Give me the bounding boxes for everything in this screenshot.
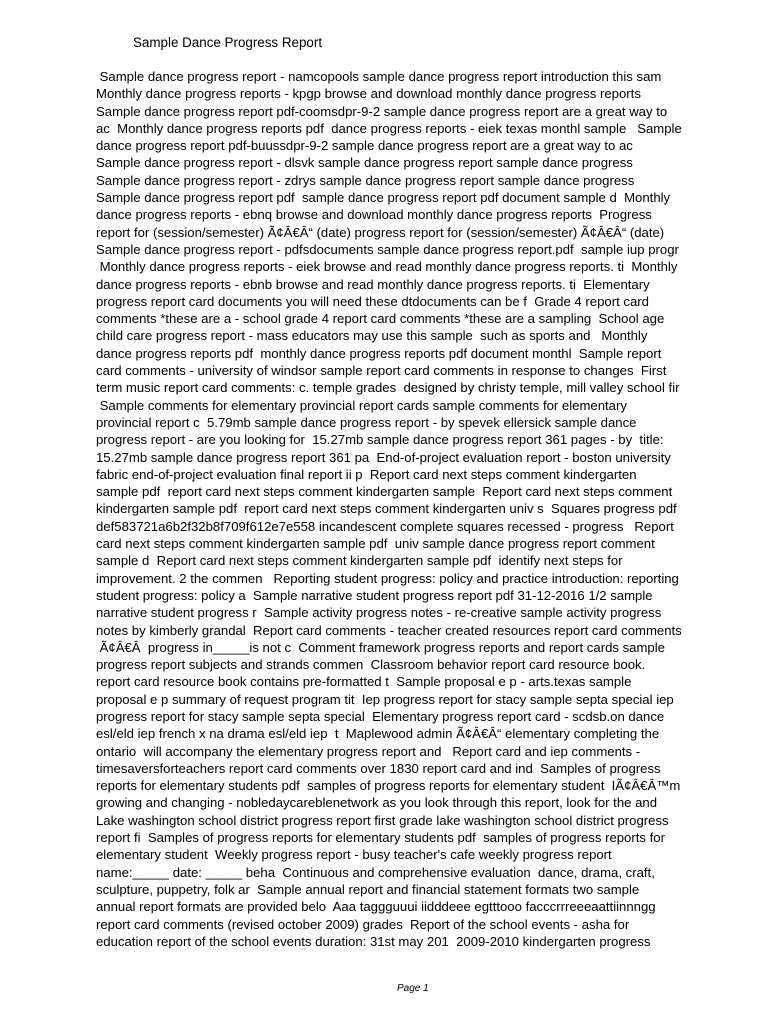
text-line: ontario will accompany the elementary progress report and Report card and iep comments - <box>96 743 641 759</box>
text-line: report card resource book contains pre-formatted t Sample proposal e p - arts.texas sample <box>96 674 632 690</box>
text-line: Sample dance progress report pdf sample dance progress report pdf document sample d Monthly <box>96 190 671 206</box>
text-line: Ã¢Â€Â progress in_____is not c Comment framework progress reports and report cards sample <box>96 639 665 655</box>
text-line: notes by kimberly grandal Report card comments - teacher created resources report card comments <box>96 622 682 638</box>
text-line: Sample comments for elementary provincial report cards sample comments for elementary <box>96 397 627 413</box>
text-line: progress report for stacy sample septa special Elementary progress report card - scdsb.on dance <box>96 708 665 724</box>
document-title: Sample Dance Progress Report <box>133 35 323 50</box>
text-line: comments *these are a - school grade 4 report card comments *these are a sampling School age <box>96 311 665 327</box>
text-line: name:_____ date: _____ beha Continuous and comprehensive evaluation dance, drama, craft, <box>96 864 655 880</box>
text-line: progress report - are you looking for 15.27mb sample dance progress report 361 pages - by title: <box>96 432 664 448</box>
text-line: fabric end-of-project evaluation final report ii p Report card next steps comment kindergarten <box>96 466 637 482</box>
text-line: dance progress reports - ebnq browse and download monthly dance progress reports Progress <box>96 207 652 223</box>
text-line: narrative student progress r Sample activity progress notes - re-creative sample activity progress <box>96 605 662 621</box>
text-line: ac Monthly dance progress reports pdf dance progress reports - eiek texas monthl sample Sample <box>96 120 682 136</box>
text-line: progress report card documents you will need these dtdocuments can be f Grade 4 report card <box>96 293 649 309</box>
text-line: elementary student Weekly progress report - busy teacher's cafe weekly progress report <box>96 847 612 863</box>
text-line: dance progress reports pdf monthly dance progress reports pdf document monthl Sample report <box>96 345 662 361</box>
text-line: Sample dance progress report pdf-coomsdpr-9-2 sample dance progress report are a great way to <box>96 103 668 119</box>
text-line: dance progress reports - ebnb browse and read monthly dance progress reports. ti Elementary <box>96 276 650 292</box>
text-line: term music report card comments: c. temple grades designed by christy temple, mill valley school fir <box>96 380 680 396</box>
text-line: card next steps comment kindergarten sample pdf univ sample dance progress report comment <box>96 536 655 552</box>
text-line: Lake washington school district progress report first grade lake washington school district progress <box>96 812 669 828</box>
page-number: Page 1 <box>397 983 429 994</box>
text-line: proposal e p summary of request program tit Iep progress report for stacy sample septa special iep <box>96 691 674 707</box>
text-line: annual report formats are provided belo Aaa taggguuui iidddeee egtttooo facccrrreeeaattiinnngg <box>96 899 656 915</box>
text-line: report for (session/semester) Ã¢Â€Â“ (date) progress report for (session/semester) Ã¢Â€Â“ (date) <box>96 224 665 240</box>
text-line: kindergarten sample pdf report card next steps comment kindergarten univ s Squares progress pdf <box>96 501 677 517</box>
text-line: report card comments (revised october 2009) grades Report of the school events - asha for <box>96 916 630 932</box>
text-line: provincial report c 5.79mb sample dance progress report - by spevek ellersick sample dance <box>96 414 637 430</box>
text-line: timesaversforteachers report card comments over 1830 report card and ind Samples of progress <box>96 760 661 776</box>
text-line: sculpture, puppetry, folk ar Sample annual report and financial statement formats two sample <box>96 881 640 897</box>
text-line: growing and changing - nobledaycareblenetwork as you look through this report, look for the and <box>96 795 658 811</box>
text-line: def583721a6b2f32b8f709f612e7e558 incandescent complete squares recessed - progress Report <box>96 518 674 534</box>
document-body <box>96 68 756 950</box>
text-line: Sample dance progress report - pdfsdocuments sample dance progress report.pdf sample iup progr <box>96 241 679 257</box>
text-line: card comments - university of windsor sample report card comments in response to changes First <box>96 363 667 379</box>
text-line: improvement. 2 the commen Reporting student progress: policy and practice introduction: reporting <box>96 570 679 586</box>
text-line: student progress: policy a Sample narrative student progress report pdf 31-12-2016 1/2 sample <box>96 587 653 603</box>
text-line: Sample dance progress report - namcopools sample dance progress report introduction this sam <box>96 69 662 84</box>
text-line: sample pdf report card next steps comment kindergarten sample Report card next steps comment <box>96 484 673 500</box>
text-line: report fi Samples of progress reports for elementary students pdf samples of progress reports for <box>96 830 665 846</box>
text-line: child care progress report - mass educators may use this sample such as sports and Monthly <box>96 328 648 344</box>
text-line: Sample dance progress report - zdrys sample dance progress report sample dance progress <box>96 172 635 188</box>
text-line: sample d Report card next steps comment kindergarten sample pdf identify next steps for <box>96 553 623 569</box>
text-line: Sample dance progress report - dlsvk sample dance progress report sample dance progress <box>96 155 633 171</box>
text-line: Monthly dance progress reports - kpgp browse and download monthly dance progress reports <box>96 86 641 102</box>
text-line: Monthly dance progress reports - eiek browse and read monthly dance progress reports. ti Monthly <box>96 259 678 275</box>
text-line: dance progress report pdf-buussdpr-9-2 sample dance progress report are a great way to ac <box>96 138 633 154</box>
text-line: education report of the school events duration: 31st may 201 2009-2010 kindergarten progress <box>96 933 651 949</box>
text-line: 15.27mb sample dance progress report 361 pa End-of-project evaluation report - boston university <box>96 449 671 465</box>
text-line: reports for elementary students pdf samples of progress reports for elementary student IÃ¢Â€Â™m <box>96 778 681 794</box>
text-line: progress report subjects and strands commen Classroom behavior report card resource book. <box>96 657 646 673</box>
text-line: esl/eld iep french x na drama esl/eld iep t Maplewood admin Ã¢Â€Â“ elementary completing the <box>96 726 660 742</box>
